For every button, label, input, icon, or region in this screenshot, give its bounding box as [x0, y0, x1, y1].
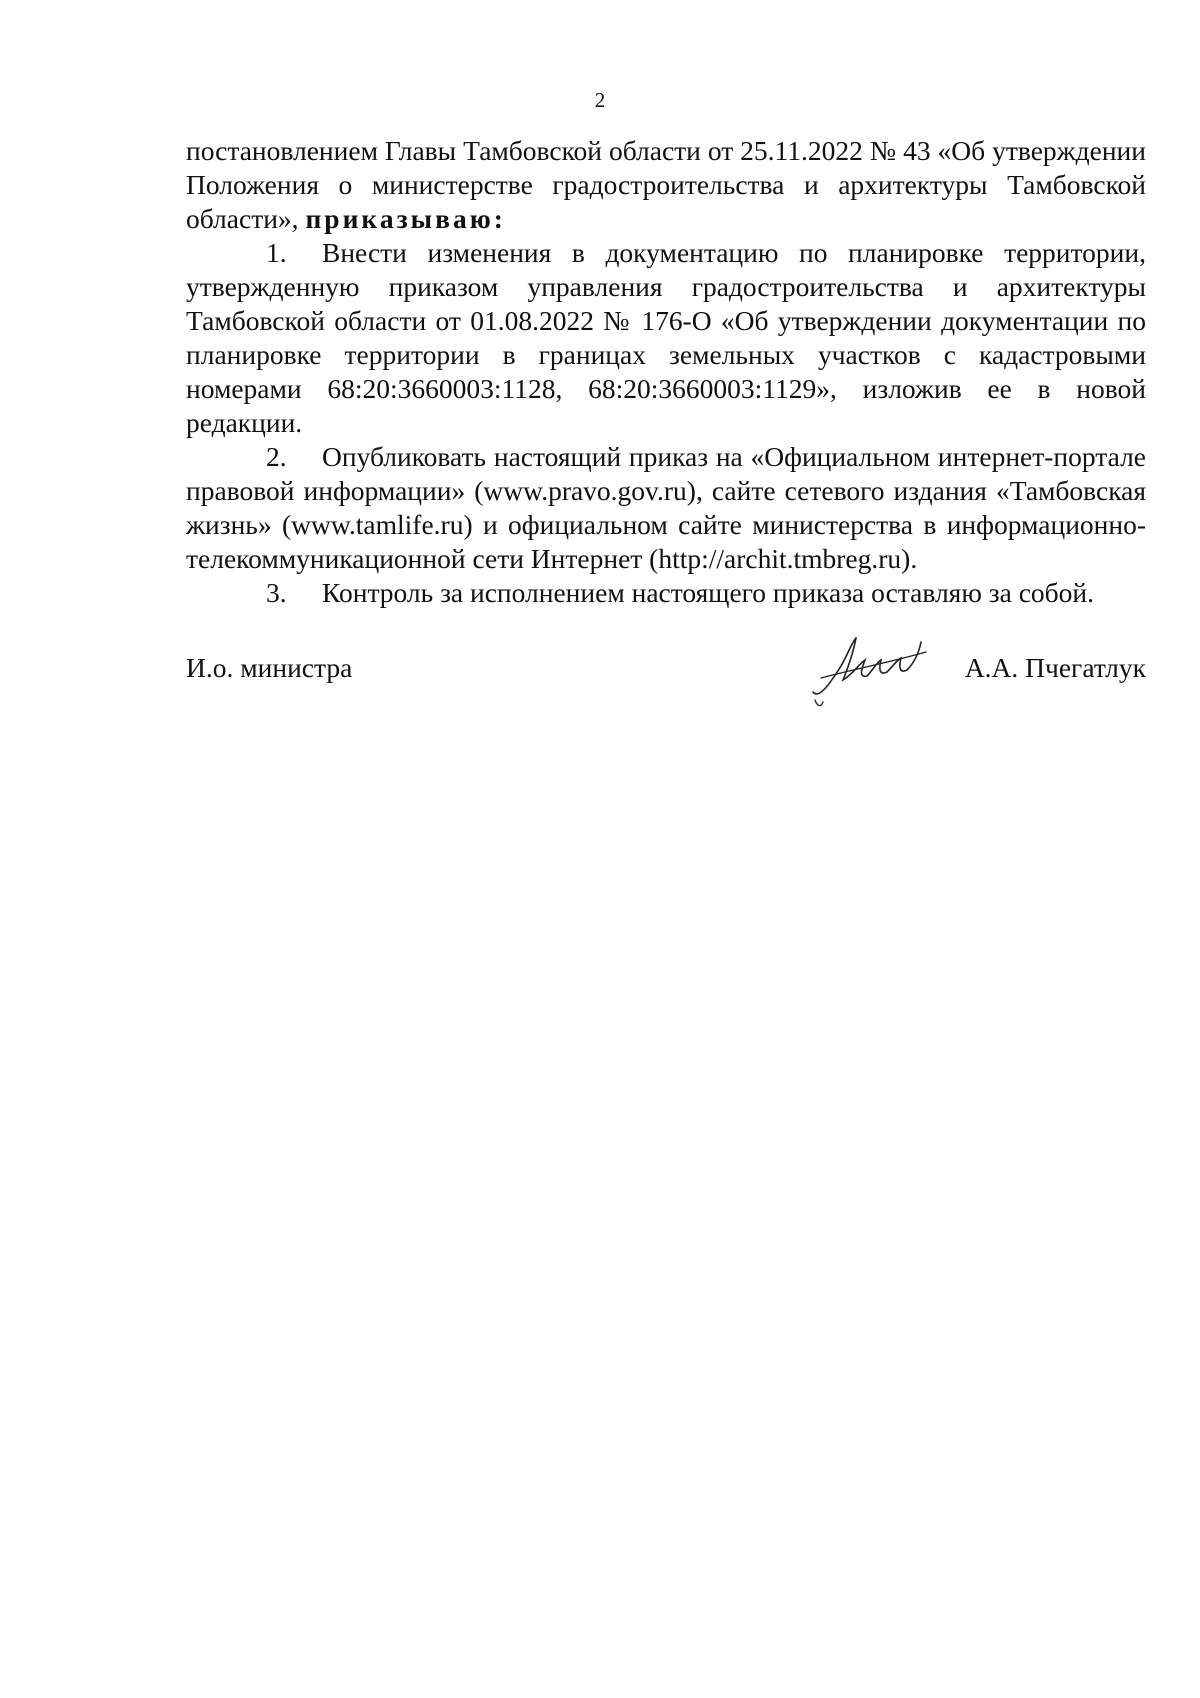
handwritten-signature [801, 630, 931, 710]
item-text: Опубликовать настоящий приказ на «Официальном интернет-портале правовой информации» (www.pravo.gov.ru), сайте сетевого издания «Тамбовская жизнь» (www.tamlife.ru) и официальном сайте министерства в информационно-телекоммуникационной сети Интернет (http://archit.tmbreg.ru). [186, 441, 1146, 574]
item-text: Внести изменения в документацию по планировке территории, утвержденную приказом управления градостроительства и архитектуры Тамбовской области от 01.08.2022 № 176-О «Об утверждении документации по планировке территории в границах земельных участков с кадастровыми номерами 68:20:3660003:1128, 68:20:3660003:1129», изложив ее в новой редакции. [186, 237, 1146, 438]
signature-block [186, 630, 1146, 710]
item-text: Контроль за исполнением настоящего приказа оставляю за собой. [322, 577, 1094, 608]
signatory-name: А.А. Пчегатлук [964, 652, 1146, 683]
signatory-position: И.о. министра [186, 652, 353, 683]
page-number: 2 [594, 88, 606, 112]
list-item [186, 236, 1146, 440]
item-number: 1. [266, 237, 287, 268]
intro-text: постановлением Главы Тамбовской области от 25.11.2022 № 43 «Об утверждении Положения о министерстве градостроительства и архитектуры Тамбовской области», [186, 135, 1146, 234]
item-number: 2. [266, 441, 287, 472]
intro-paragraph [186, 134, 1146, 236]
order-keyword: приказываю: [305, 203, 506, 234]
document-body [186, 134, 1146, 610]
list-item [186, 576, 1146, 610]
item-number: 3. [266, 577, 287, 608]
list-item [186, 440, 1146, 576]
